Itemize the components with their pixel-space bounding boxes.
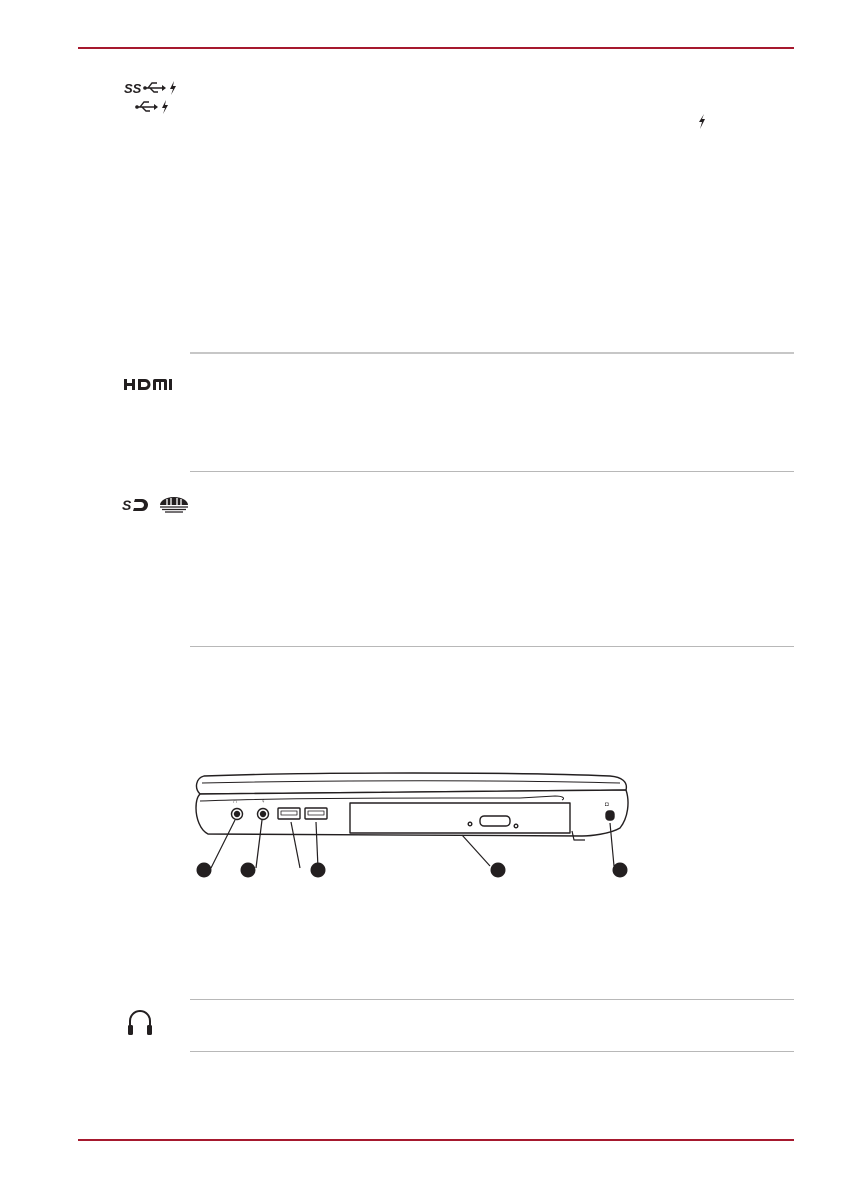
headphone-icon — [126, 1006, 154, 1036]
svg-text:SS: SS — [124, 81, 142, 96]
section-divider — [190, 1051, 794, 1052]
svg-text:♀: ♀ — [261, 799, 266, 805]
usb-3-superspeed-sleep-and-charge-icon — [124, 80, 180, 96]
sleep-and-charge-inline-icon — [697, 114, 707, 129]
section-divider — [190, 352, 794, 354]
callout-marker — [311, 863, 326, 878]
hdmi-logo-icon — [124, 378, 172, 392]
sd-card-logo-icon — [122, 498, 154, 512]
callout-marker — [613, 863, 628, 878]
callout-marker — [197, 863, 212, 878]
svg-text:S: S — [122, 498, 132, 512]
section-divider — [190, 471, 794, 472]
svg-text:∩: ∩ — [233, 799, 238, 805]
laptop-right-side-figure — [190, 768, 650, 886]
callout-marker — [241, 863, 256, 878]
section-divider — [190, 999, 794, 1000]
memory-stick-logo-icon — [158, 496, 190, 514]
header-rule — [78, 47, 794, 49]
callout-marker — [491, 863, 506, 878]
section-divider — [190, 646, 794, 647]
footer-rule — [78, 1139, 794, 1141]
usb-2-sleep-and-charge-icon — [134, 99, 174, 115]
svg-text:◘: ◘ — [605, 802, 609, 808]
